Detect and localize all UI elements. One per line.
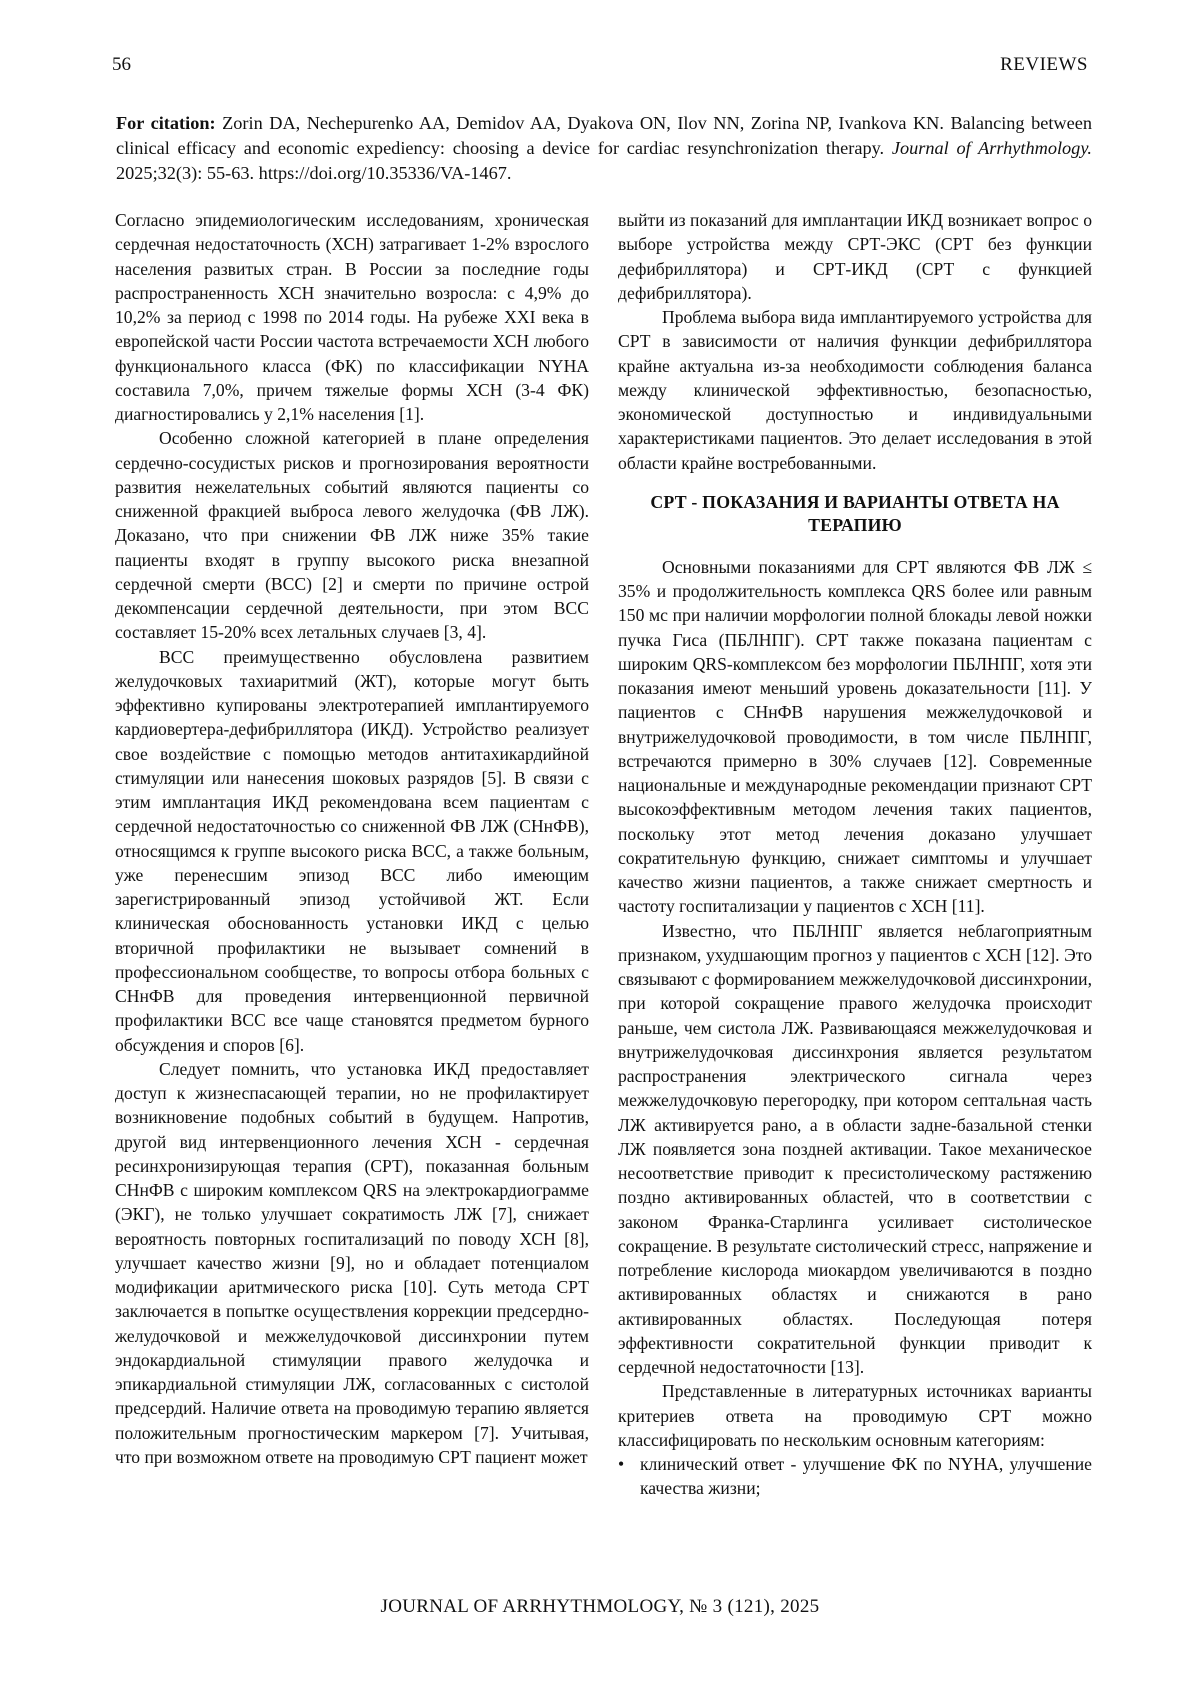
right-column [618, 208, 1092, 1501]
citation-authors-title: Zorin DA, Nechepurenko AA, Demidov AA, Dyakova ON, Ilov NN, Zorina NP, Ivankova KN. Balancing between clinical efficacy and economic expediency: choosing a device for cardiac resynchronization therapy. [116, 113, 1092, 158]
citation-journal: Journal of Arrhythmology. [891, 138, 1092, 158]
list-item-text: клинический ответ - улучшение ФК по NYHA, улучшение качества жизни; [640, 1454, 1092, 1499]
paragraph: ВСС преимущественно обусловлена развитием желудочковых тахиаритмий (ЖТ), которые могут быть эффективно купированы электротерапией имплантируемого кардиовертера-дефибриллятора (ИКД). Устройство реализует свое воздействие с помощью методов антитахикардийной стимуляции или нанесения шоковых разрядов [5]. В связи с этим имплантация ИКД рекомендована всем пациентам с сердечной недостаточностью со сниженной ФВ ЛЖ (СНнФВ), относящимся к группе высокого риска ВСС, а также больным, уже перенесшим эпизод ВСС либо имеющим зарегистрированный эпизод устойчивой ЖТ. Если клиническая обоснованность установки ИКД с целью вторичной профилактики не вызывает сомнений в профессиональном сообществе, то вопросы отбора больных с СНнФВ для проведения интервенционной первичной профилактики ВСС все чаще становятся предметом бурного обсуждения и споров [6]. [115, 646, 589, 1055]
section-heading: СРТ - ПОКАЗАНИЯ И ВАРИАНТЫ ОТВЕТА НА ТЕРАПИЮ [650, 491, 1060, 535]
paragraph: Проблема выбора вида имплантируемого устройства для СРТ в зависимости от наличия функции дефибриллятора крайне актуальна из-за необходимости соблюдения баланса между клинической эффективностью, безопасностью, экономической доступностью и индивидуальными характеристиками пациентов. Это делает исследования в этой области крайне востребованными. [618, 307, 1092, 473]
citation-block [116, 111, 1092, 186]
criteria-list [618, 1452, 1092, 1501]
left-column [115, 208, 589, 1469]
citation-label: For citation: [116, 113, 216, 133]
page-number: 56 [112, 54, 131, 75]
journal-footer: JOURNAL OF ARRHYTHMOLOGY, № 3 (121), 2025 [380, 1596, 820, 1617]
paragraph: выйти из показаний для имплантации ИКД возникает вопрос о выборе устройства между СРТ-ЭКС (СРТ без функции дефибриллятора) и СРТ-ИКД (СРТ с функцией дефибриллятора). [618, 210, 1092, 303]
paragraph: Представленные в литературных источниках варианты критериев ответа на проводимую СРТ можно классифицировать по нескольким основным категориям: [618, 1381, 1092, 1450]
bullet-icon: • [618, 1454, 625, 1474]
list-item [618, 1452, 1092, 1501]
citation-details: 2025;32(3): 55-63. https://doi.org/10.35336/VA-1467. [116, 163, 512, 183]
section-title: REVIEWS [1000, 54, 1088, 75]
paragraph: Известно, что ПБЛНПГ является неблагоприятным признаком, ухудшающим прогноз у пациентов с ХСН [12]. Это связывают с формированием межжелудочковой диссинхронии, при которой сокращение правого желудочка происходит раньше, чем систола ЛЖ. Развивающаяся межжелудочковая и внутрижелудочковая диссинхрония является результатом распространения электрического сигнала через межжелудочковую перегородку, при котором септальная часть ЛЖ активируется рано, а в области задне-базальной стенки ЛЖ появляется зона поздней активации. Такое механическое несоответствие приводит к пресистолическому растяжению поздно активированных областей, что в соответствии с законом Франка-Старлинга усиливает систолическое сокращение. В результате систолический стресс, напряжение и потребление кислорода миокардом увеличиваются в поздно активированных областях и снижаются в рано активированных областях. Последующая потеря эффективности сократительной функции приводит к сердечной недостаточности [13]. [618, 920, 1092, 1377]
paragraph: Особенно сложной категорией в плане определения сердечно-сосудистых рисков и прогнозирования вероятности развития нежелательных событий являются пациенты со сниженной фракцией выброса левого желудочка (ФВ ЛЖ). Доказано, что при снижении ФВ ЛЖ ниже 35% такие пациенты входят в группу высокого риска внезапной сердечной смерти (ВСС) [2] и смерти по причине острой декомпенсации сердечной деятельности, при этом ВСС составляет 15-20% всех летальных случаев [3, 4]. [115, 428, 589, 643]
paragraph: Следует помнить, что установка ИКД предоставляет доступ к жизнеспасающей терапии, но не профилактирует возникновение подобных событий в будущем. Напротив, другой вид интервенционного лечения ХСН - сердечная ресинхронизирующая терапия (СРТ), показанная больным СНнФВ с широким комплексом QRS на электрокардиограмме (ЭКГ), не только улучшает сократимость ЛЖ [7], снижает вероятность повторных госпитализаций по поводу ХСН [8], улучшает качество жизни [9], но и обладает потенциалом модификации аритмического риска [10]. Суть метода СРТ заключается в попытке осуществления коррекции предсердно-желудочковой и межжелудочковой диссинхронии путем эндокардиальной стимуляции правого желудочка и эпикардиальной стимуляции ЛЖ, согласованных с систолой предсердий. Наличие ответа на проводимую терапию является положительным прогностическим маркером [7]. Учитывая, что при возможном ответе на проводимую СРТ пациент может [115, 1058, 589, 1467]
paragraph: Основными показаниями для СРТ являются ФВ ЛЖ ≤ 35% и продолжительность комплекса QRS более или равным 150 мс при наличии морфологии полной блокады левой ножки пучка Гиса (ПБЛНПГ). СРТ также показана пациентам с широким QRS-комплексом без морфологии ПБЛНПГ, хотя эти показания имеют меньший уровень доказательности [11]. У пациентов с СНнФВ нарушения межжелудочковой и внутрижелудочковой проводимости, в том числе ПБЛНПГ, встречаются примерно в 30% случаев [12]. Современные национальные и международные рекомендации признают СРТ высокоэффективным методом лечения таких пациентов, поскольку этот метод лечения доказано улучшает сократительную функцию, снижает симптомы и улучшает качество жизни пациентов, а также снижает смертность и частоту госпитализации у пациентов с ХСН [11]. [618, 556, 1092, 917]
paragraph: Согласно эпидемиологическим исследованиям, хроническая сердечная недостаточность (ХСН) затрагивает 1-2% взрослого населения развитых стран. В России за последние годы распространенность ХСН значительно возросла: с 4,9% до 10,2% за период с 1998 по 2014 годы. На рубеже XXI века в европейской части России частота встречаемости ХСН любого функционального класса (ФК) по классификации NYHA составила 7,0%, причем тяжелые формы ХСН (3-4 ФК) диагностировались у 2,1% населения [1]. [115, 210, 589, 424]
